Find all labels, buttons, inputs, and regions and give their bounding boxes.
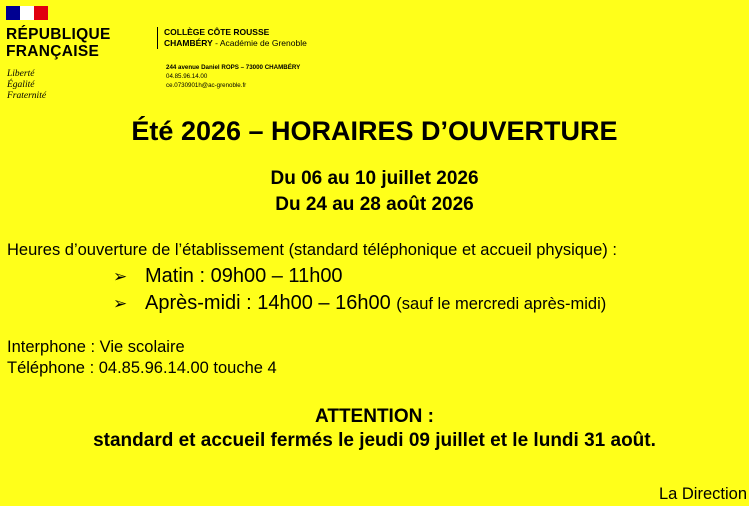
school-phone: 04.85.96.14.00 [166,73,208,80]
school-city: CHAMBÉRY [164,38,213,48]
school-location [164,38,307,48]
bullet-arrow-icon: ➢ [113,267,128,286]
date-range-july: Du 06 au 10 juillet 2026 [270,168,479,189]
afternoon-note: (sauf le mercredi après-midi) [396,295,607,313]
attention-title: ATTENTION : [315,406,434,427]
school-academy: - Académie de Grenoble [212,38,307,48]
school-divider [157,27,158,49]
interphone-line: Interphone : Vie scolaire [7,338,185,356]
signature: La Direction [658,485,747,503]
attention-text: standard et accueil fermés le jeudi 09 juillet et le lundi 31 août. [93,430,656,451]
afternoon-hours-item [113,292,606,315]
bullet-arrow-icon: ➢ [113,294,128,313]
motto-egalite: Égalité [7,80,35,90]
republique-text: RÉPUBLIQUE [6,26,111,43]
francaise-text: FRANÇAISE [6,43,100,60]
page-title: Été 2026 – HORAIRES D’OUVERTURE [131,116,618,146]
morning-hours: Matin : 09h00 – 11h00 [145,265,343,287]
hours-intro: Heures d’ouverture de l’établissement (standard téléphonique et accueil physique) : [7,241,617,259]
afternoon-hours: Après-midi : 14h00 – 16h00 [145,292,391,314]
school-name: COLLÈGE CÔTE ROUSSE [164,27,270,37]
telephone-line: Téléphone : 04.85.96.14.00 touche 4 [7,359,277,377]
french-flag-icon [6,6,48,20]
school-email: ce.0730901h@ac-grenoble.fr [166,82,247,89]
date-range-august: Du 24 au 28 août 2026 [275,194,474,215]
motto-fraternite: Fraternité [7,91,47,101]
morning-hours-item [113,265,343,288]
motto-liberte: Liberté [7,69,35,79]
school-address: 244 avenue Daniel ROPS – 73000 CHAMBÉRY [166,64,301,71]
